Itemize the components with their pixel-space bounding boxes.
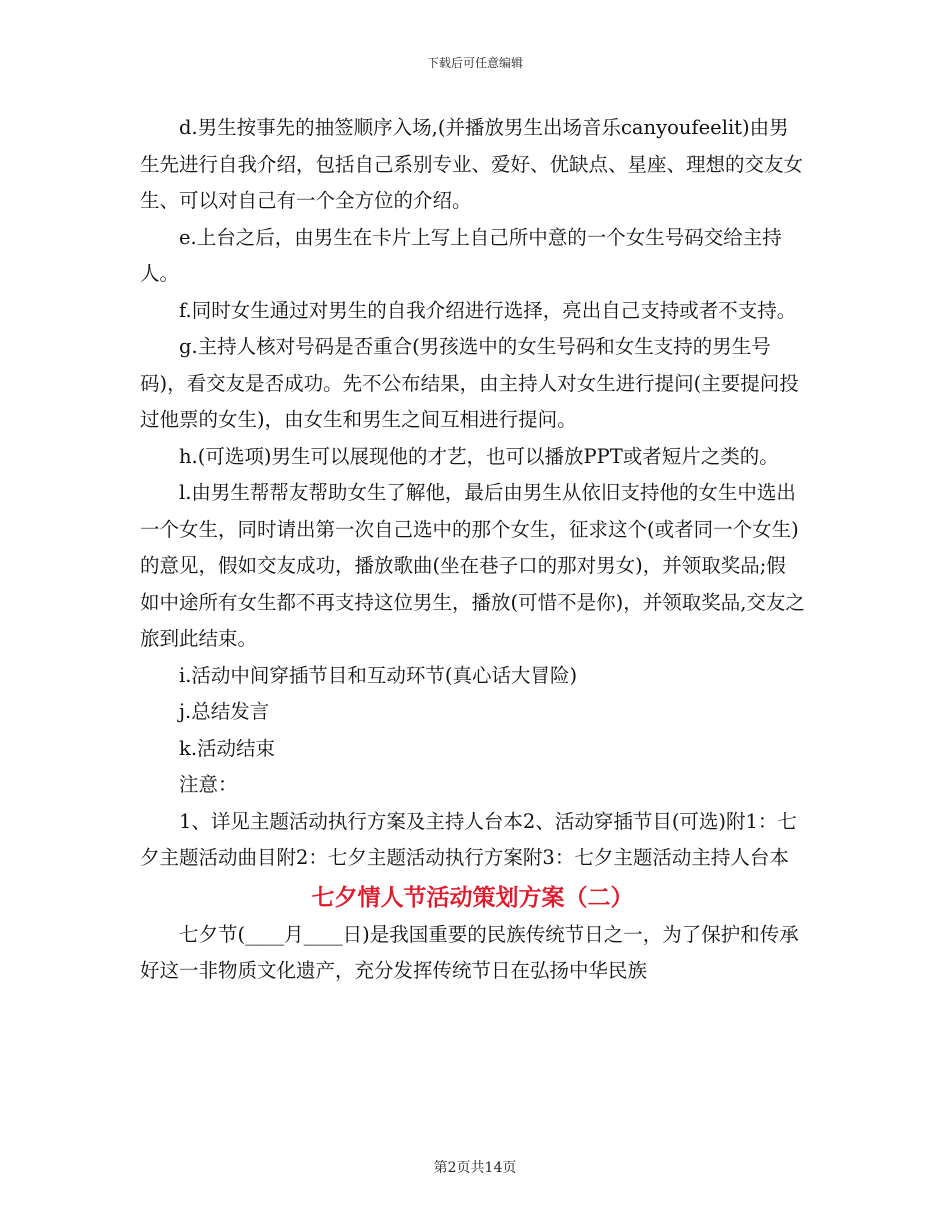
paragraph-step-k: k.活动结束 xyxy=(179,736,276,760)
paragraph-step-j: j.总结发言 xyxy=(179,700,270,723)
paragraph-step-g: g.主持人核对号码是否重合(男孩选中的女生号码和女生支持的男生号码)，看交友是否成功。先不公布结果，由主持人对女生进行提问(主要提问投过他票的女生)，由女生和男生之间互相进行提问。 xyxy=(140,335,799,431)
paragraph-step-e: e.上台之后，由男生在卡片上写上自己所中意的一个女生号码交给主持人。 xyxy=(140,225,782,285)
paragraph-step-d: d.男生按事先的抽签顺序入场,(并播放男生出场音乐canyoufeelit)由男生先进行自我介绍，包括自己系别专业、爱好、优缺点、星座、理想的交友女生、可以对自己有一个全方位的介绍。 xyxy=(140,116,804,212)
paragraph-step-f: f.同时女生通过对男生的自我介绍进行选择，亮出自己支持或者不支持。 xyxy=(179,298,797,322)
paragraph-intro: 七夕节(____月____日)是我国重要的民族传统节日之一，为了保护和传承好这一非物质文化遗产，充分发挥传统节日在弘扬中华民族 xyxy=(140,922,799,982)
section-title: 七夕情人节活动策划方案（二） xyxy=(311,884,634,911)
document-body xyxy=(140,110,805,990)
page-footer: 第2页共14页 xyxy=(433,1160,517,1176)
paragraph-step-l: l.由男生帮帮友帮助女生了解他，最后由男生从依旧支持他的女生中选出一个女生，同时请出第一次自己选中的那个女生，征求这个(或者同一个女生)的意见，假如交友成功，播放歌曲(坐在巷子口的那对男女)，并领取奖品;假如中途所有女生都不再支持这位男生，播放(可惜不是你)，并领取奖品,交友之旅到此结束。 xyxy=(140,481,805,650)
paragraph-step-h: h.(可选项)男生可以展现他的才艺，也可以播放PPT或者短片之类的。 xyxy=(179,444,779,468)
page-header: 下载后可任意编辑 xyxy=(426,56,523,70)
paragraph-note-details: 1、详见主题活动执行方案及主持人台本2、活动穿插节目(可选)附1：七夕主题活动曲目附2：七夕主题活动执行方案附3：七夕主题活动主持人台本 xyxy=(140,809,797,869)
paragraph-note-label: 注意： xyxy=(179,773,238,796)
paragraph-step-i: i.活动中间穿插节目和互动环节(真心话大冒险) xyxy=(179,663,578,687)
